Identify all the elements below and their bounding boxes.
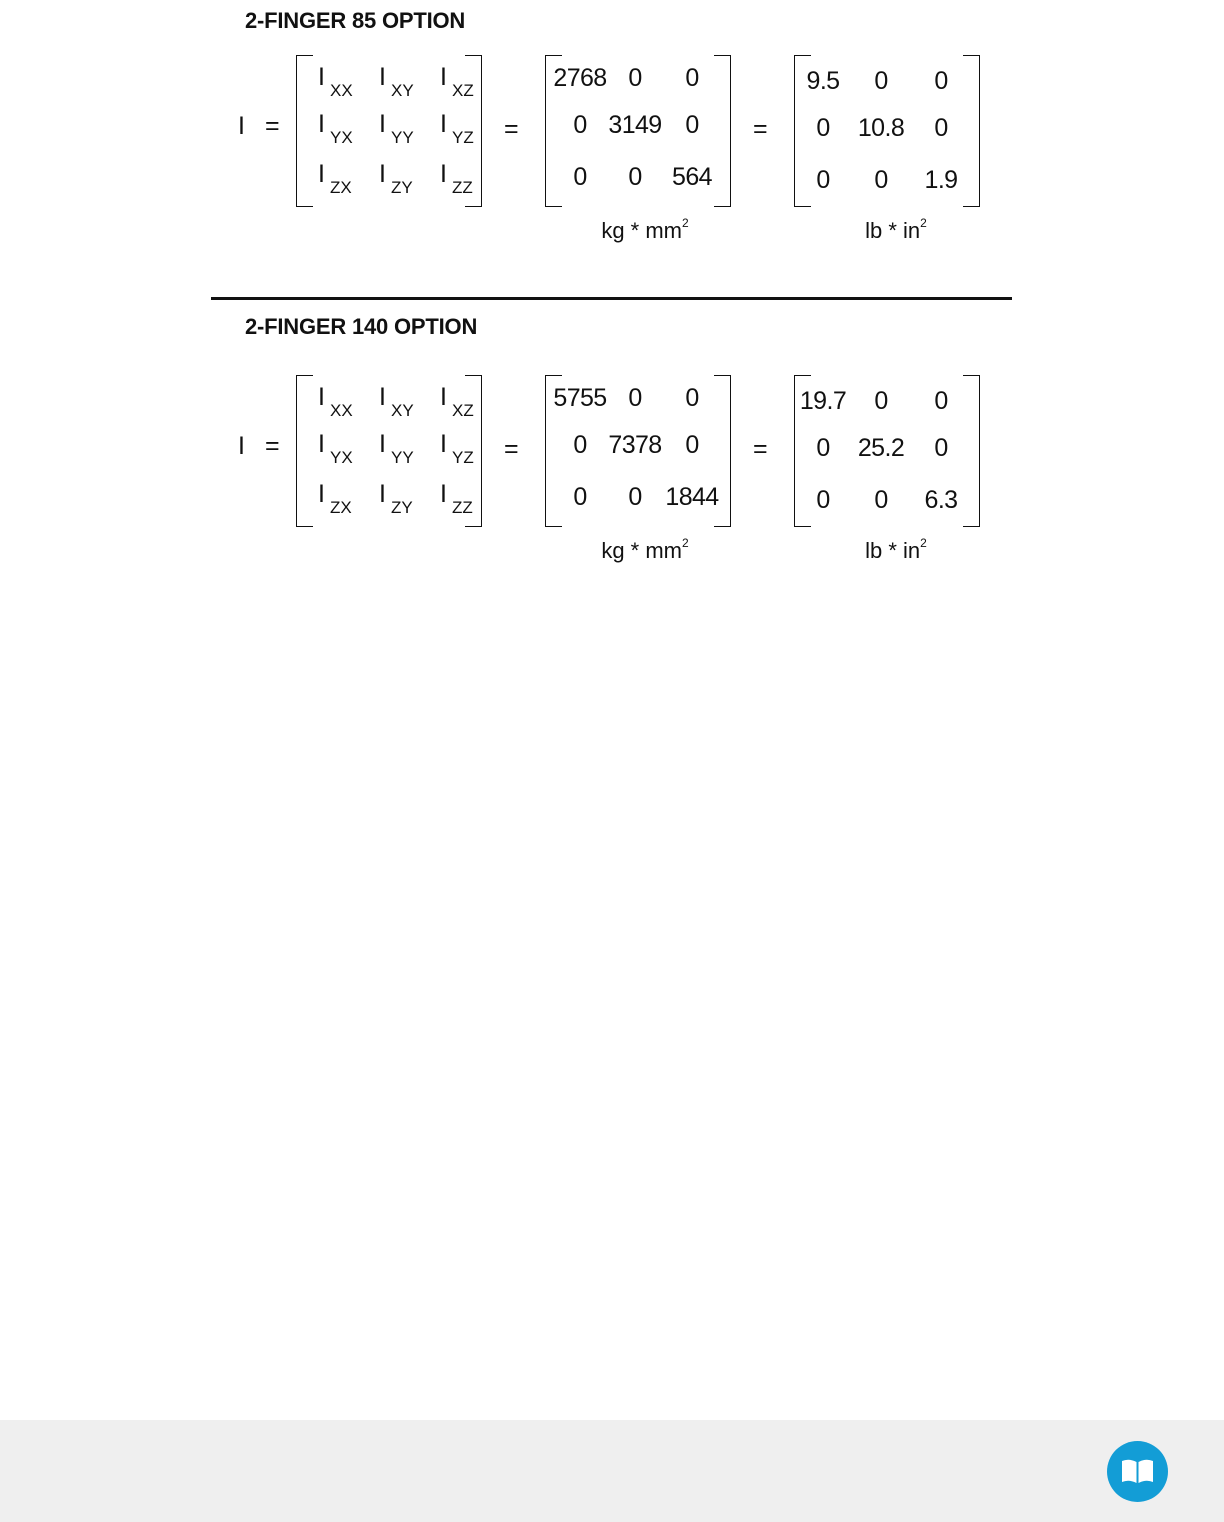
- imperial-value: 0: [934, 67, 948, 95]
- imperial-value: 1.9: [924, 166, 958, 194]
- imperial-value: 0: [816, 114, 830, 142]
- metric-value: 0: [573, 111, 587, 139]
- matrix-symbol: I: [379, 430, 386, 458]
- metric-value: 0: [685, 384, 699, 412]
- metric-value: 0: [573, 431, 587, 459]
- matrix-symbol: I: [379, 160, 386, 188]
- matrix-symbol: I: [318, 430, 325, 458]
- equals-sign: =: [265, 112, 280, 140]
- imperial-unit-exponent: 2: [920, 215, 927, 230]
- metric-unit-exponent: 2: [682, 215, 689, 230]
- matrix-symbol-subscript: ZX: [330, 498, 352, 517]
- imperial-value: 0: [816, 434, 830, 462]
- equals-sign: =: [504, 115, 519, 143]
- matrix-symbol-subscript: XY: [391, 401, 414, 420]
- matrix-symbol-subscript: XZ: [452, 81, 474, 100]
- imperial-value: 6.3: [924, 486, 958, 514]
- imperial-unit-exponent: 2: [920, 535, 927, 550]
- metric-value: 7378: [608, 431, 662, 459]
- metric-value: 0: [628, 384, 642, 412]
- inertia-symbol: I: [238, 432, 245, 460]
- imperial-unit-text: lb * in: [865, 218, 921, 243]
- matrix-symbol-subscript: ZZ: [452, 178, 473, 197]
- metric-value: 0: [685, 64, 699, 92]
- matrix-symbol-subscript: YY: [391, 448, 414, 467]
- inertia-matrix-85: [0, 55, 1224, 315]
- matrix-symbol: I: [440, 383, 447, 411]
- symbolic-matrix-left-bracket: [296, 375, 313, 527]
- metric-value: 0: [628, 64, 642, 92]
- metric-value: 0: [628, 163, 642, 191]
- matrix-symbol: I: [440, 480, 447, 508]
- metric-value: 5755: [553, 384, 607, 412]
- matrix-symbol: I: [318, 480, 325, 508]
- matrix-symbol-subscript: XY: [391, 81, 414, 100]
- matrix-symbol-subscript: ZX: [330, 178, 352, 197]
- matrix-symbol: I: [379, 63, 386, 91]
- metric-value: 0: [685, 111, 699, 139]
- matrix-symbol: I: [440, 110, 447, 138]
- metric-value: 0: [573, 483, 587, 511]
- imperial-value: 9.5: [806, 67, 840, 95]
- imperial-value: 0: [874, 387, 888, 415]
- book-icon: [1120, 1457, 1155, 1486]
- matrix-symbol: I: [379, 480, 386, 508]
- imperial-unit-label: [826, 215, 966, 244]
- matrix-symbol: I: [440, 160, 447, 188]
- metric-unit-exponent: 2: [682, 535, 689, 550]
- equals-sign: =: [753, 115, 768, 143]
- matrix-symbol: I: [379, 383, 386, 411]
- section-title-140: 2-FINGER 140 OPTION: [245, 314, 478, 339]
- matrix-symbol-subscript: YY: [391, 128, 414, 147]
- matrix-symbol: I: [379, 110, 386, 138]
- imperial-value: 19.7: [799, 387, 847, 415]
- matrix-symbol-subscript: YZ: [452, 128, 474, 147]
- imperial-value: 0: [934, 387, 948, 415]
- imperial-value: 0: [816, 166, 830, 194]
- matrix-symbol-subscript: ZZ: [452, 498, 473, 517]
- matrix-symbol-subscript: ZY: [391, 178, 413, 197]
- matrix-symbol: I: [440, 430, 447, 458]
- imperial-value: 0: [816, 486, 830, 514]
- matrix-symbol-subscript: YX: [330, 128, 353, 147]
- matrix-symbol: I: [440, 63, 447, 91]
- equals-sign: =: [265, 432, 280, 460]
- equals-sign: =: [753, 435, 768, 463]
- matrix-symbol: I: [318, 110, 325, 138]
- matrix-symbol-subscript: XX: [330, 81, 353, 100]
- metric-unit-text: kg * mm: [601, 538, 682, 563]
- matrix-symbol-subscript: YZ: [452, 448, 474, 467]
- metric-value: 0: [685, 431, 699, 459]
- imperial-unit-text: lb * in: [865, 538, 921, 563]
- symbolic-matrix-left-bracket: [296, 55, 313, 207]
- imperial-value: 25.2: [857, 434, 905, 462]
- documentation-button[interactable]: [1107, 1441, 1168, 1502]
- metric-unit-label: [575, 215, 715, 244]
- section-title-85: 2-FINGER 85 OPTION: [245, 8, 466, 33]
- imperial-value: 0: [874, 67, 888, 95]
- equals-sign: =: [504, 435, 519, 463]
- inertia-symbol: I: [238, 112, 245, 140]
- metric-value: 564: [672, 163, 712, 191]
- imperial-value: 0: [934, 434, 948, 462]
- matrix-symbol-subscript: XZ: [452, 401, 474, 420]
- inertia-matrix-140: [0, 375, 1224, 635]
- metric-value: 3149: [608, 111, 662, 139]
- metric-unit-label: [575, 535, 715, 564]
- matrix-symbol-subscript: YX: [330, 448, 353, 467]
- imperial-value: 10.8: [857, 114, 905, 142]
- matrix-symbol-subscript: XX: [330, 401, 353, 420]
- metric-value: 0: [573, 163, 587, 191]
- metric-value: 2768: [553, 64, 607, 92]
- matrix-symbol: I: [318, 383, 325, 411]
- metric-unit-text: kg * mm: [601, 218, 682, 243]
- imperial-value: 0: [874, 486, 888, 514]
- metric-value: 0: [628, 483, 642, 511]
- metric-value: 1844: [665, 483, 719, 511]
- page-footer: [0, 1420, 1224, 1522]
- matrix-symbol-subscript: ZY: [391, 498, 413, 517]
- imperial-value: 0: [934, 114, 948, 142]
- matrix-symbol: I: [318, 63, 325, 91]
- imperial-unit-label: [826, 535, 966, 564]
- imperial-value: 0: [874, 166, 888, 194]
- matrix-symbol: I: [318, 160, 325, 188]
